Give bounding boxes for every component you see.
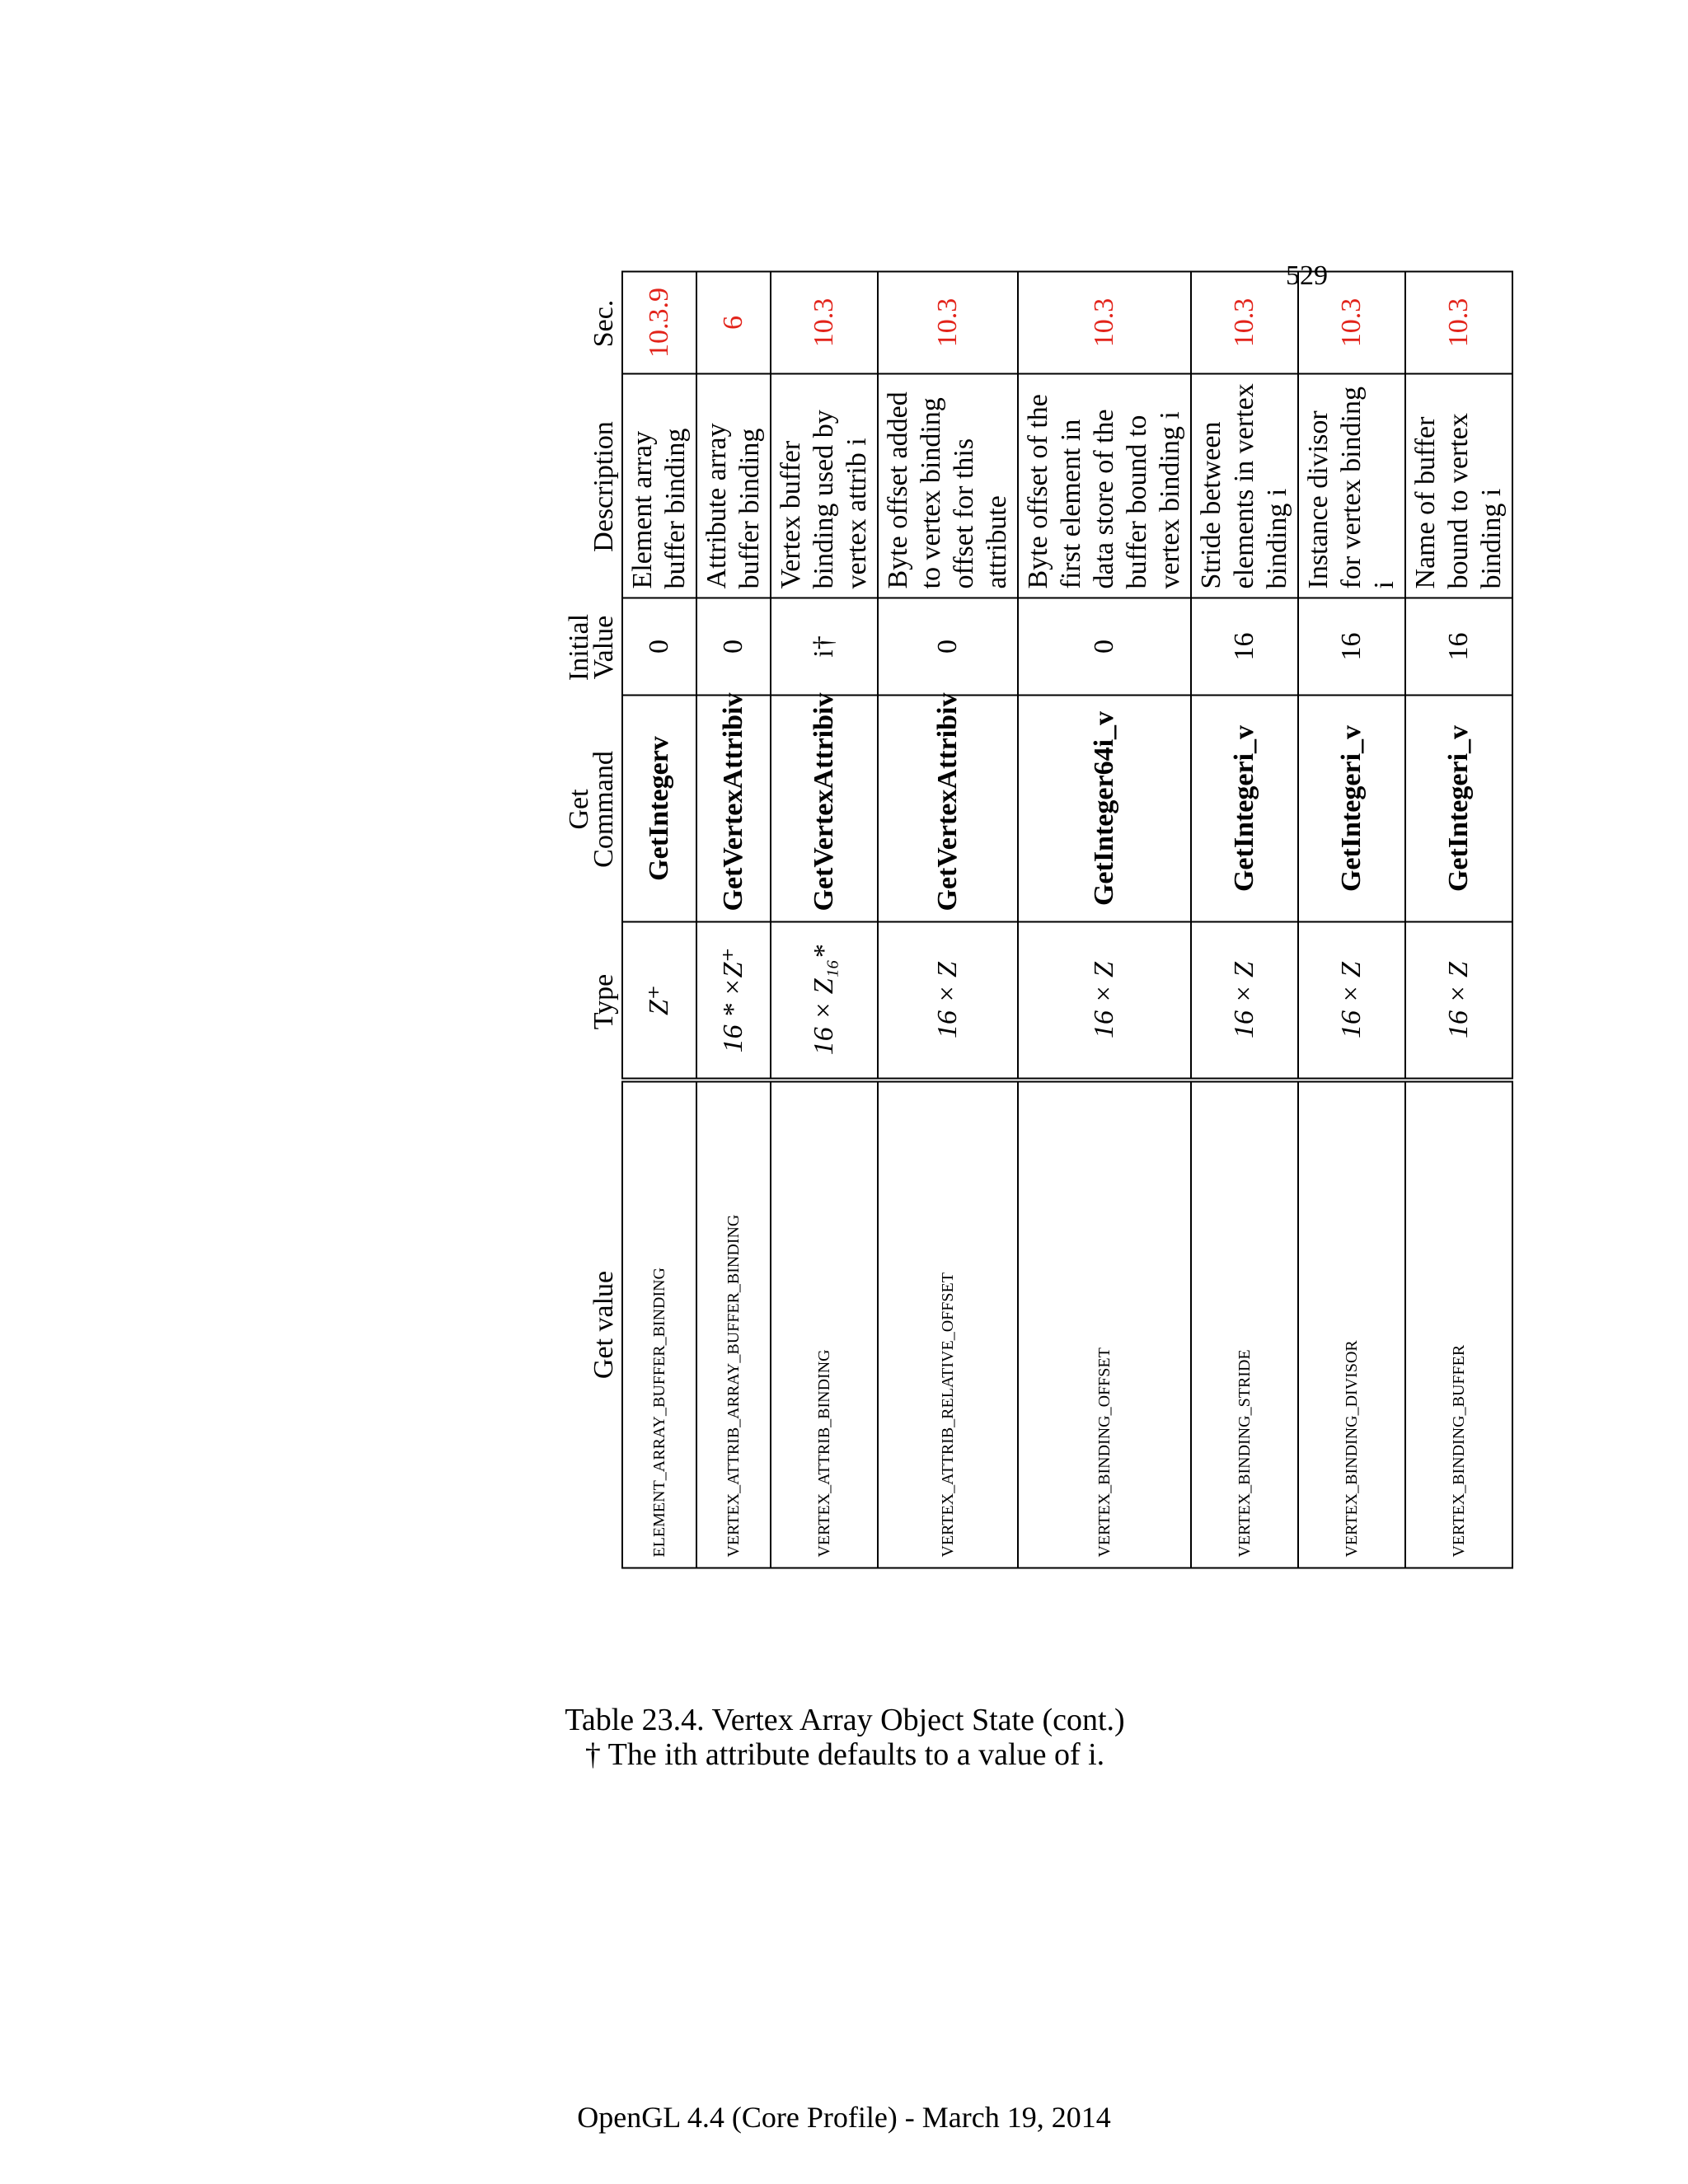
table-row <box>1298 272 1405 1568</box>
get-command-cell: GetVertexAttribiv <box>878 696 1018 922</box>
section-link[interactable]: 10.3 <box>1191 272 1298 374</box>
page-number: 529 <box>1286 260 1328 291</box>
get-command-cell: GetVertexAttribiv <box>771 696 878 922</box>
initial-value-cell: 0 <box>878 598 1018 696</box>
get-value-cell: VERTEX_BINDING_DIVISOR <box>1298 1080 1405 1568</box>
description-cell: Attribute array buffer binding <box>696 374 771 598</box>
description-cell: Instance divisor for vertex binding i <box>1298 374 1405 598</box>
type-cell: 16 × Z <box>1018 922 1191 1080</box>
section-link[interactable]: 6 <box>696 272 771 374</box>
header-initial-value <box>560 599 621 696</box>
initial-value-cell: 16 <box>1298 598 1405 696</box>
get-value-cell: VERTEX_ATTRIB_BINDING <box>771 1080 878 1568</box>
initial-value-cell: 0 <box>1018 598 1191 696</box>
table-row <box>696 272 771 1568</box>
table-row <box>1191 272 1298 1568</box>
header-section-label: Sec. <box>588 299 619 348</box>
section-link[interactable]: 10.3 <box>771 272 878 374</box>
initial-value-cell: 0 <box>622 598 696 696</box>
get-command-cell: GetVertexAttribiv <box>696 696 771 922</box>
header-type <box>560 923 621 1081</box>
header-get-command-line1: Get <box>564 789 594 830</box>
header-get-value <box>560 1081 621 1569</box>
get-command-cell: GetInteger64i_v <box>1018 696 1191 922</box>
section-link[interactable]: 10.3.9 <box>622 272 696 374</box>
section-link[interactable]: 10.3 <box>1018 272 1191 374</box>
description-cell: Vertex buffer binding used by vertex attrib i <box>771 374 878 598</box>
get-value-cell: VERTEX_ATTRIB_RELATIVE_OFFSET <box>878 1080 1018 1568</box>
table-footnote: † The ith attribute defaults to a value of i. <box>584 1737 1105 1772</box>
description-cell: Byte offset of the first element in data store of the buffer bound to vertex binding i <box>1018 374 1191 598</box>
get-command-cell: GetIntegeri_v <box>1405 696 1512 922</box>
type-cell: 16 × Z <box>1191 922 1298 1080</box>
get-command-cell: GetIntegeri_v <box>1298 696 1405 922</box>
initial-value-cell: 16 <box>1405 598 1512 696</box>
description-cell: Stride between elements in vertex binding i <box>1191 374 1298 598</box>
get-value-cell: VERTEX_BINDING_BUFFER <box>1405 1080 1512 1568</box>
table-caption: Table 23.4. Vertex Array Object State (cont.) <box>565 1703 1125 1737</box>
section-link[interactable]: 10.3 <box>878 272 1018 374</box>
section-link[interactable]: 10.3 <box>1405 272 1512 374</box>
type-cell: 16 × Z <box>1405 922 1512 1080</box>
header-type-label: Type <box>588 973 619 1030</box>
type-cell: 16 × Z <box>878 922 1018 1080</box>
description-cell: Element array buffer binding <box>622 374 696 598</box>
header-get-command <box>560 696 621 923</box>
table-header <box>560 273 621 1569</box>
table-row <box>878 272 1018 1568</box>
header-get-value-label: Get value <box>588 1270 619 1380</box>
header-description-label: Description <box>588 421 619 552</box>
initial-value-cell: 16 <box>1191 598 1298 696</box>
table-row <box>1405 272 1512 1568</box>
section-link[interactable]: 10.3 <box>1298 272 1405 374</box>
page-footer: OpenGL 4.4 (Core Profile) - March 19, 2014 <box>577 2101 1111 2134</box>
description-cell: Byte offset added to vertex binding offset for this attribute <box>878 374 1018 598</box>
type-cell: 16 * ×Z⁺ <box>696 922 771 1080</box>
header-initial-value-line1: Initial <box>564 613 594 682</box>
type-cell: Z⁺ <box>622 922 696 1080</box>
type-cell: 16 × Z₁₆* <box>771 922 878 1080</box>
table-row <box>1018 272 1191 1568</box>
get-value-cell: VERTEX_ATTRIB_ARRAY_BUFFER_BINDING <box>696 1080 771 1568</box>
table-row <box>622 272 696 1568</box>
type-cell: 16 × Z <box>1298 922 1405 1080</box>
description-cell: Name of buffer bound to vertex binding i <box>1405 374 1512 598</box>
header-get-command-line2: Command <box>588 751 619 868</box>
table-row <box>771 272 878 1568</box>
get-value-cell: VERTEX_BINDING_STRIDE <box>1191 1080 1298 1568</box>
get-value-cell: VERTEX_BINDING_OFFSET <box>1018 1080 1191 1568</box>
header-description <box>560 375 621 599</box>
header-initial-value-line2: Value <box>588 615 619 680</box>
initial-value-cell: i† <box>771 598 878 696</box>
state-table <box>621 271 1513 1569</box>
get-command-cell: GetIntegerv <box>622 696 696 922</box>
get-command-cell: GetIntegeri_v <box>1191 696 1298 922</box>
initial-value-cell: 0 <box>696 598 771 696</box>
get-value-cell: ELEMENT_ARRAY_BUFFER_BINDING <box>622 1080 696 1568</box>
header-section <box>560 273 621 375</box>
